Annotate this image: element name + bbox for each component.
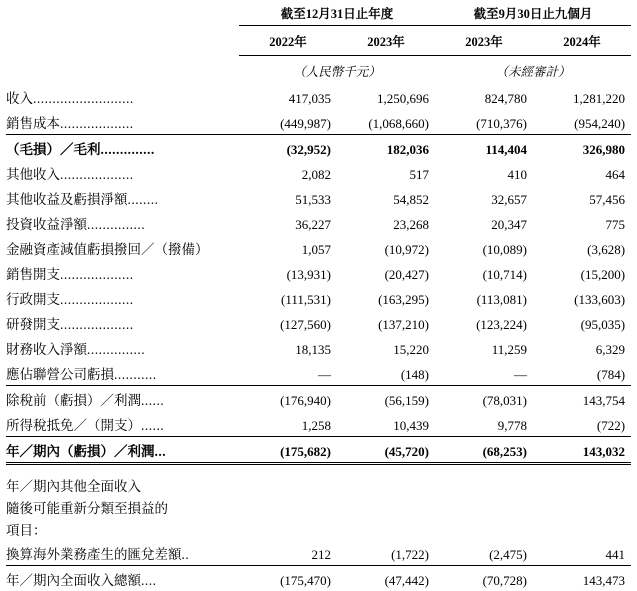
row-value: (45,720) xyxy=(337,437,435,464)
row-label: 年／期內全面收入總額.... xyxy=(6,566,239,591)
table-row xyxy=(6,335,631,360)
table-row-fx-difference xyxy=(6,540,631,566)
row-label: 換算海外業務產生的匯兌差額.. xyxy=(6,540,239,566)
row-value: (20,427) xyxy=(337,260,435,285)
table-row-gross-profit xyxy=(6,135,631,161)
oci-heading-line xyxy=(6,496,631,518)
row-value: (95,035) xyxy=(533,310,631,335)
row-value: (163,295) xyxy=(337,285,435,310)
row-value: 18,135 xyxy=(239,335,337,360)
row-label: 年／期內（虧損）／利潤... xyxy=(6,437,239,464)
table-body xyxy=(6,84,631,591)
row-value: (722) xyxy=(533,411,631,437)
oci-heading-text: 隨後可能重新分類至損益的 xyxy=(6,496,631,518)
row-value: 11,259 xyxy=(435,335,533,360)
row-label: 行政開支................... xyxy=(6,285,239,310)
row-label: 投資收益淨額............... xyxy=(6,210,239,235)
row-value: (56,159) xyxy=(337,386,435,412)
row-value: (710,376) xyxy=(435,109,533,135)
table-row-total-comprehensive-income xyxy=(6,566,631,591)
row-value: 1,057 xyxy=(239,235,337,260)
row-value: (70,728) xyxy=(435,566,533,591)
oci-heading-text: 項目： xyxy=(6,518,631,540)
section-spacer xyxy=(6,464,631,475)
row-value: (10,714) xyxy=(435,260,533,285)
table-row-net-profit xyxy=(6,437,631,464)
row-value: — xyxy=(239,360,337,386)
table-row xyxy=(6,310,631,335)
row-value: (176,940) xyxy=(239,386,337,412)
table-row xyxy=(6,109,631,135)
oci-heading-text: 年／期內其他全面收入 xyxy=(6,474,631,496)
row-value: 775 xyxy=(533,210,631,235)
row-value: 9,778 xyxy=(435,411,533,437)
row-value: (127,560) xyxy=(239,310,337,335)
row-value: 20,347 xyxy=(435,210,533,235)
row-value: 143,754 xyxy=(533,386,631,412)
row-value: 143,473 xyxy=(533,566,631,591)
table-row xyxy=(6,285,631,310)
row-value: (113,081) xyxy=(435,285,533,310)
row-value: 441 xyxy=(533,540,631,566)
row-label: 除稅前（虧損）／利潤...... xyxy=(6,386,239,412)
row-value: (3,628) xyxy=(533,235,631,260)
row-label: 研發開支................... xyxy=(6,310,239,335)
table-row-pretax xyxy=(6,386,631,412)
header-unit-row xyxy=(6,56,631,85)
row-value: (954,240) xyxy=(533,109,631,135)
header-group-interim: 截至9月30日止九個月 xyxy=(435,0,631,26)
row-value: 36,227 xyxy=(239,210,337,235)
row-value: 10,439 xyxy=(337,411,435,437)
row-value: 15,220 xyxy=(337,335,435,360)
row-value: (175,682) xyxy=(239,437,337,464)
row-value: (133,603) xyxy=(533,285,631,310)
table-row xyxy=(6,210,631,235)
row-label: 應佔聯營公司虧損........... xyxy=(6,360,239,386)
table-row xyxy=(6,411,631,437)
row-value: (2,475) xyxy=(435,540,533,566)
row-value: 57,456 xyxy=(533,185,631,210)
row-label: 銷售開支................... xyxy=(6,260,239,285)
table-row xyxy=(6,360,631,386)
row-value: 182,036 xyxy=(337,135,435,161)
row-value: 1,281,220 xyxy=(533,84,631,109)
row-value: (148) xyxy=(337,360,435,386)
unit-corner-cell xyxy=(6,56,239,85)
row-value: 143,032 xyxy=(533,437,631,464)
table-row xyxy=(6,260,631,285)
year-col-2: 2023年 xyxy=(337,26,435,56)
header-group-annual: 截至12月31日止年度 xyxy=(239,0,435,26)
table-row xyxy=(6,235,631,260)
row-value: 32,657 xyxy=(435,185,533,210)
row-value: 1,258 xyxy=(239,411,337,437)
row-value: (1,722) xyxy=(337,540,435,566)
row-value: 51,533 xyxy=(239,185,337,210)
year-col-4: 2024年 xyxy=(533,26,631,56)
row-value: (15,200) xyxy=(533,260,631,285)
year-col-3: 2023年 xyxy=(435,26,533,56)
row-value: 326,980 xyxy=(533,135,631,161)
row-label: 收入.......................... xyxy=(6,84,239,109)
header-corner-cell xyxy=(6,0,239,26)
row-value: 23,268 xyxy=(337,210,435,235)
audit-note: （未經審計） xyxy=(435,56,631,85)
row-value: (10,972) xyxy=(337,235,435,260)
row-value: (175,470) xyxy=(239,566,337,591)
row-value: 824,780 xyxy=(435,84,533,109)
row-value: 114,404 xyxy=(435,135,533,161)
currency-note: （人民幣千元） xyxy=(239,56,435,85)
row-value: (68,253) xyxy=(435,437,533,464)
row-label: 財務收入淨額............... xyxy=(6,335,239,360)
row-value: (449,987) xyxy=(239,109,337,135)
table-row xyxy=(6,185,631,210)
financial-table xyxy=(6,0,631,591)
header-group-row xyxy=(6,0,631,26)
oci-heading-line xyxy=(6,518,631,540)
row-value: (47,442) xyxy=(337,566,435,591)
oci-heading-line xyxy=(6,474,631,496)
row-value: (1,068,660) xyxy=(337,109,435,135)
row-value: (137,210) xyxy=(337,310,435,335)
row-value: (78,031) xyxy=(435,386,533,412)
row-value: (111,531) xyxy=(239,285,337,310)
table-row xyxy=(6,160,631,185)
row-value: 2,082 xyxy=(239,160,337,185)
row-value: 410 xyxy=(435,160,533,185)
row-value: 1,250,696 xyxy=(337,84,435,109)
row-value: 464 xyxy=(533,160,631,185)
table-header xyxy=(6,0,631,84)
row-label: 其他收入................... xyxy=(6,160,239,185)
table-row xyxy=(6,84,631,109)
row-value: (784) xyxy=(533,360,631,386)
row-value: 6,329 xyxy=(533,335,631,360)
row-value: (32,952) xyxy=(239,135,337,161)
row-value: 212 xyxy=(239,540,337,566)
year-corner-cell xyxy=(6,26,239,56)
row-label: 金融資產減值虧損撥回／（撥備） xyxy=(6,235,239,260)
row-label: 所得稅抵免／（開支）...... xyxy=(6,411,239,437)
row-value: 517 xyxy=(337,160,435,185)
year-col-1: 2022年 xyxy=(239,26,337,56)
row-label: （毛損）／毛利.............. xyxy=(6,135,239,161)
row-value: — xyxy=(435,360,533,386)
header-year-row xyxy=(6,26,631,56)
row-label: 其他收益及虧損淨額........ xyxy=(6,185,239,210)
row-value: 417,035 xyxy=(239,84,337,109)
row-value: 54,852 xyxy=(337,185,435,210)
row-label: 銷售成本................... xyxy=(6,109,239,135)
row-value: (13,931) xyxy=(239,260,337,285)
row-value: (10,089) xyxy=(435,235,533,260)
row-value: (123,224) xyxy=(435,310,533,335)
